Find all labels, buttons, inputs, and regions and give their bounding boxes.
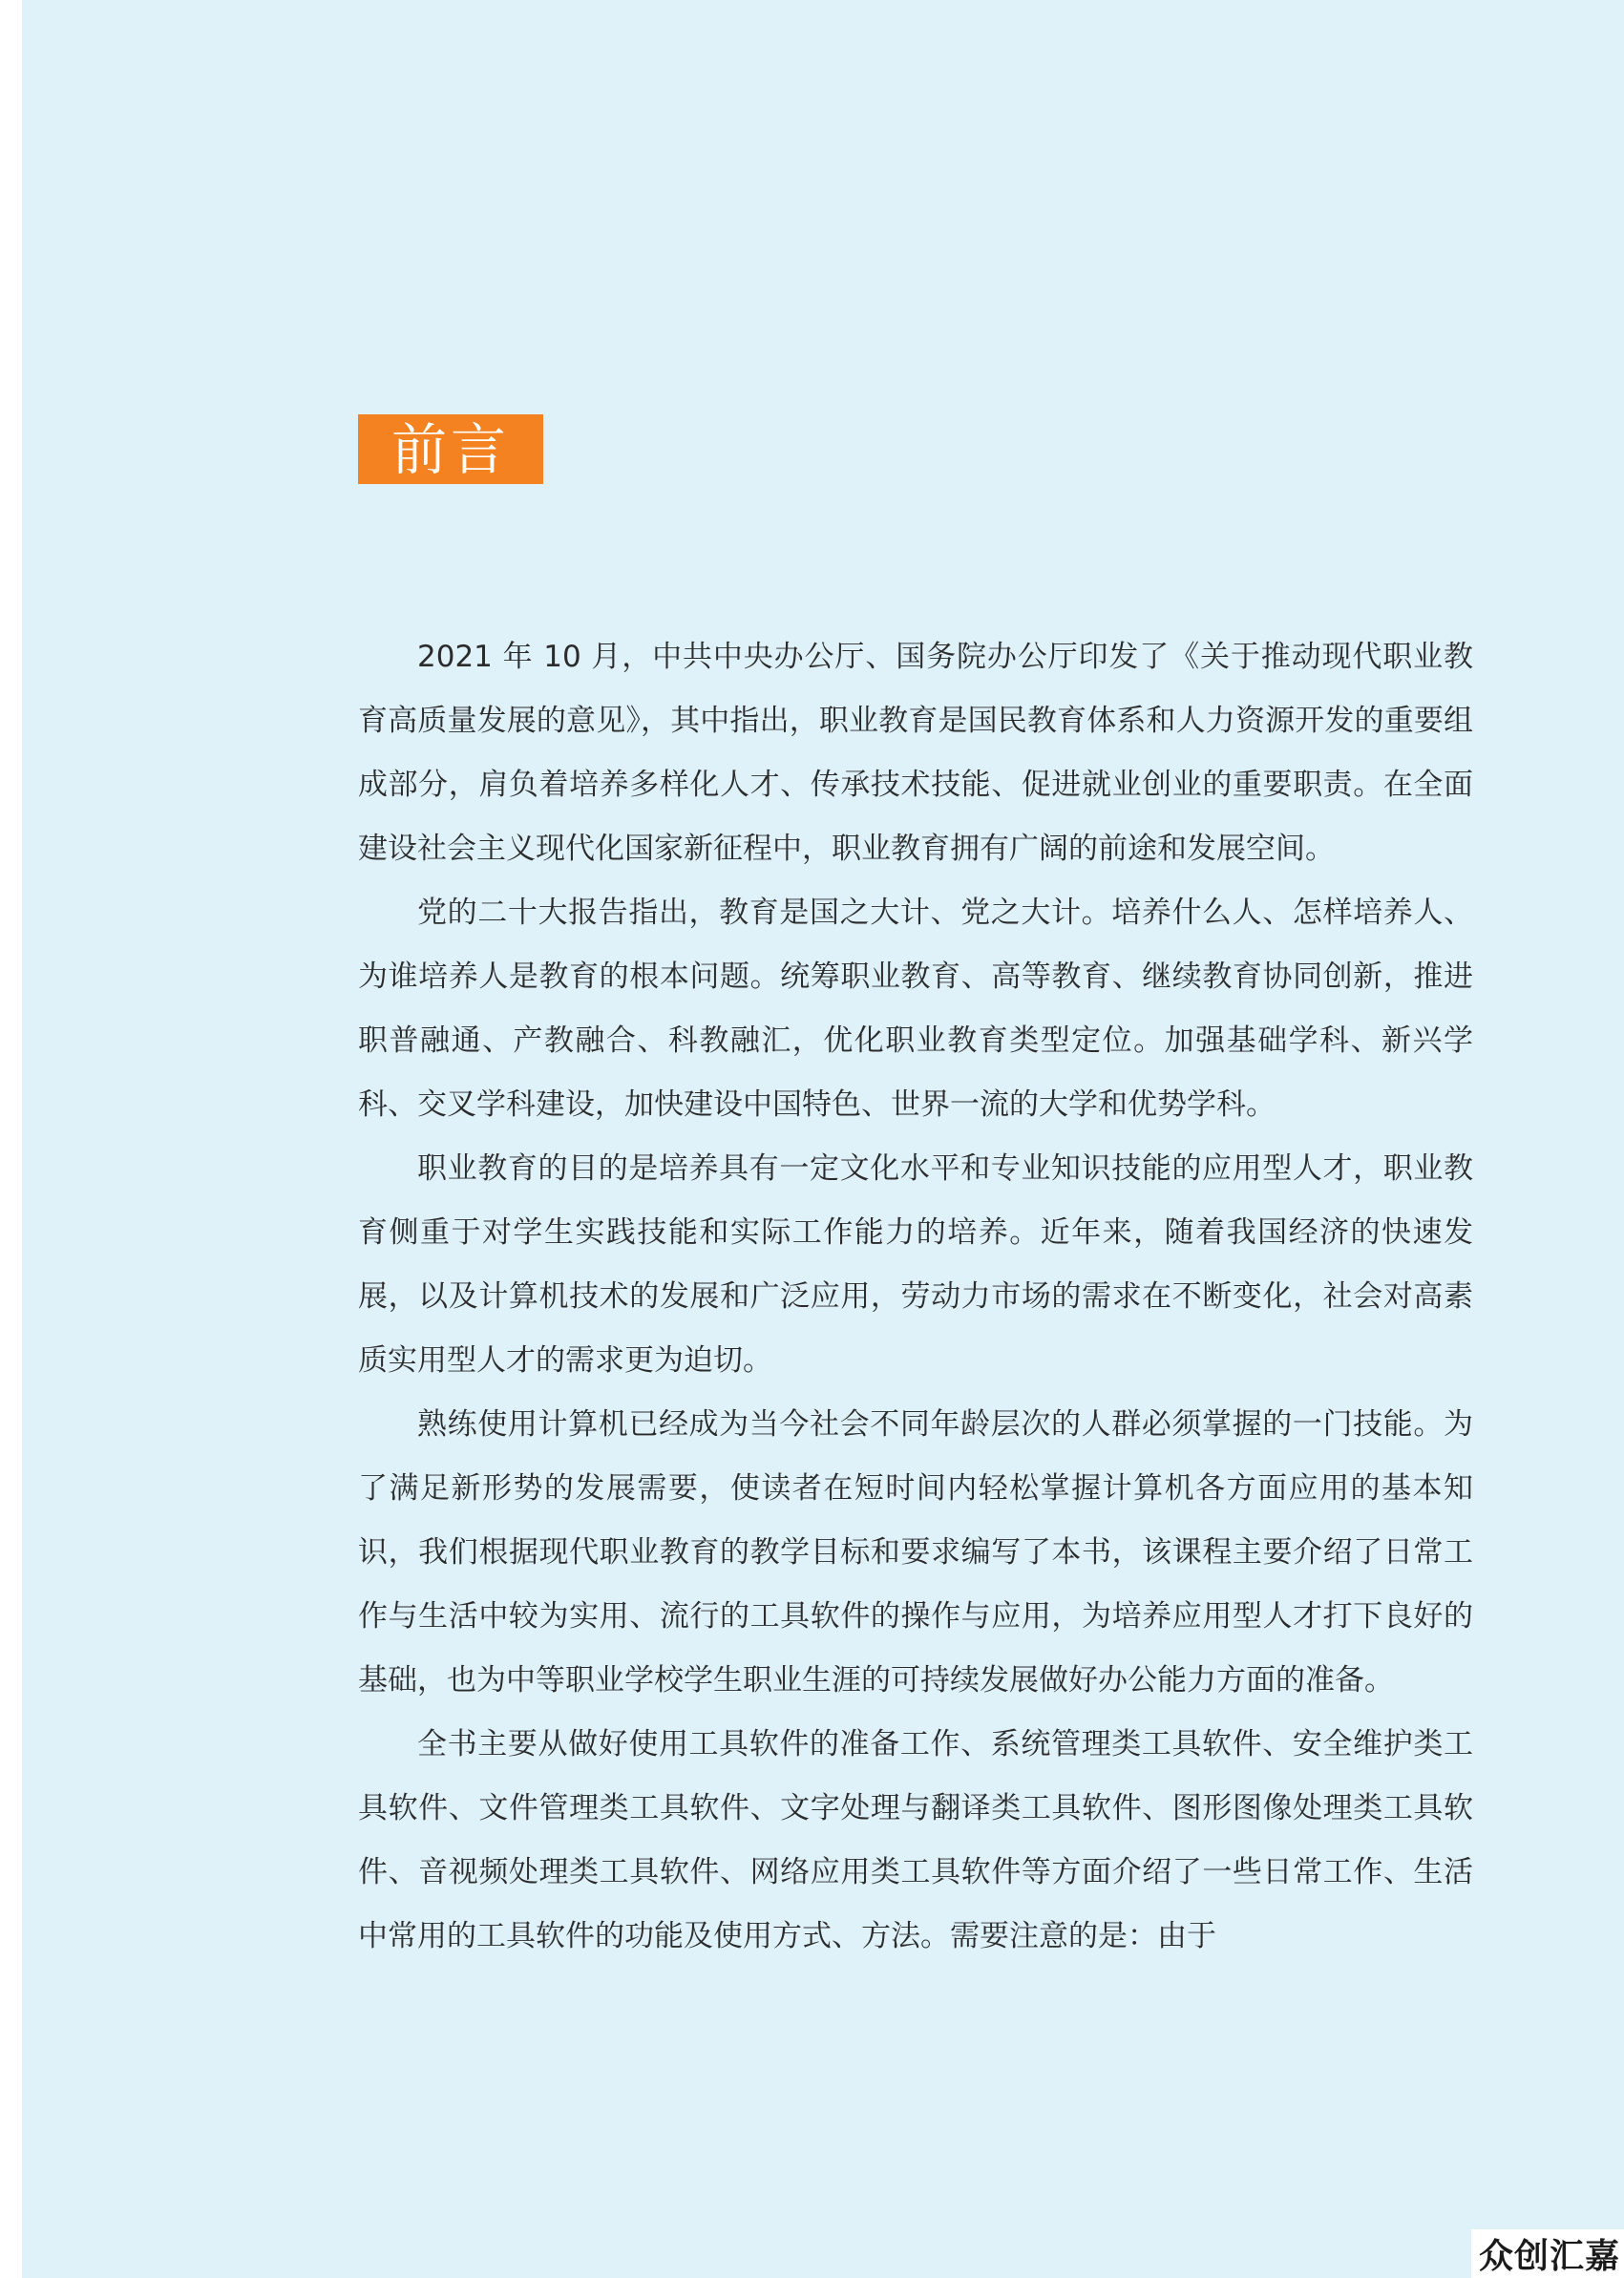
- paragraph-5: 全书主要从做好使用工具软件的准备工作、系统管理类工具软件、安全维护类工具软件、文件管理类工具软件、文字处理与翻译类工具软件、图形图像处理类工具软件、音视频处理类工具软件、网络应用类工具软件等方面介绍了一些日常工作、生活中常用的工具软件的功能及使用方式、方法。需要注意的是：由于: [358, 1727, 1473, 1953]
- document-page: [22, 0, 1624, 2278]
- preface-body: [358, 625, 1473, 1969]
- preface-heading: 前言: [390, 416, 510, 482]
- watermark-logo: [1471, 2229, 1624, 2278]
- paragraph-1: 2021 年 10 月，中共中央办公厅、国务院办公厅印发了《关于推动现代职业教育高质量发展的意见》，其中指出，职业教育是国民教育体系和人力资源开发的重要组成部分，肩负着培养多样化人才、传承技术技能、促进就业创业的重要职责。在全面建设社会主义现代化国家新征程中，职业教育拥有广阔的前途和发展空间。: [358, 640, 1473, 866]
- paragraph-2: 党的二十大报告指出，教育是国之大计、党之大计。培养什么人、怎样培养人、为谁培养人是教育的根本问题。统筹职业教育、高等教育、继续教育协同创新，推进职普融通、产教融合、科教融汇，优化职业教育类型定位。加强基础学科、新兴学科、交叉学科建设，加快建设中国特色、世界一流的大学和优势学科。: [358, 896, 1473, 1122]
- paragraph-3: 职业教育的目的是培养具有一定文化水平和专业知识技能的应用型人才，职业教育侧重于对学生实践技能和实际工作能力的培养。近年来，随着我国经济的快速发展，以及计算机技术的发展和广泛应用，劳动力市场的需求在不断变化，社会对高素质实用型人才的需求更为迫切。: [358, 1151, 1473, 1378]
- preface-heading-badge: [358, 414, 543, 484]
- paragraph-4: 熟练使用计算机已经成为当今社会不同年龄层次的人群必须掌握的一门技能。为了满足新形势的发展需要，使读者在短时间内轻松掌握计算机各方面应用的基本知识，我们根据现代职业教育的教学目标和要求编写了本书，该课程主要介绍了日常工作与生活中较为实用、流行的工具软件的操作与应用，为培养应用型人才打下良好的基础，也为中等职业学校学生职业生涯的可持续发展做好办公能力方面的准备。: [358, 1407, 1473, 1698]
- watermark-text: 众创汇嘉: [1478, 2237, 1620, 2276]
